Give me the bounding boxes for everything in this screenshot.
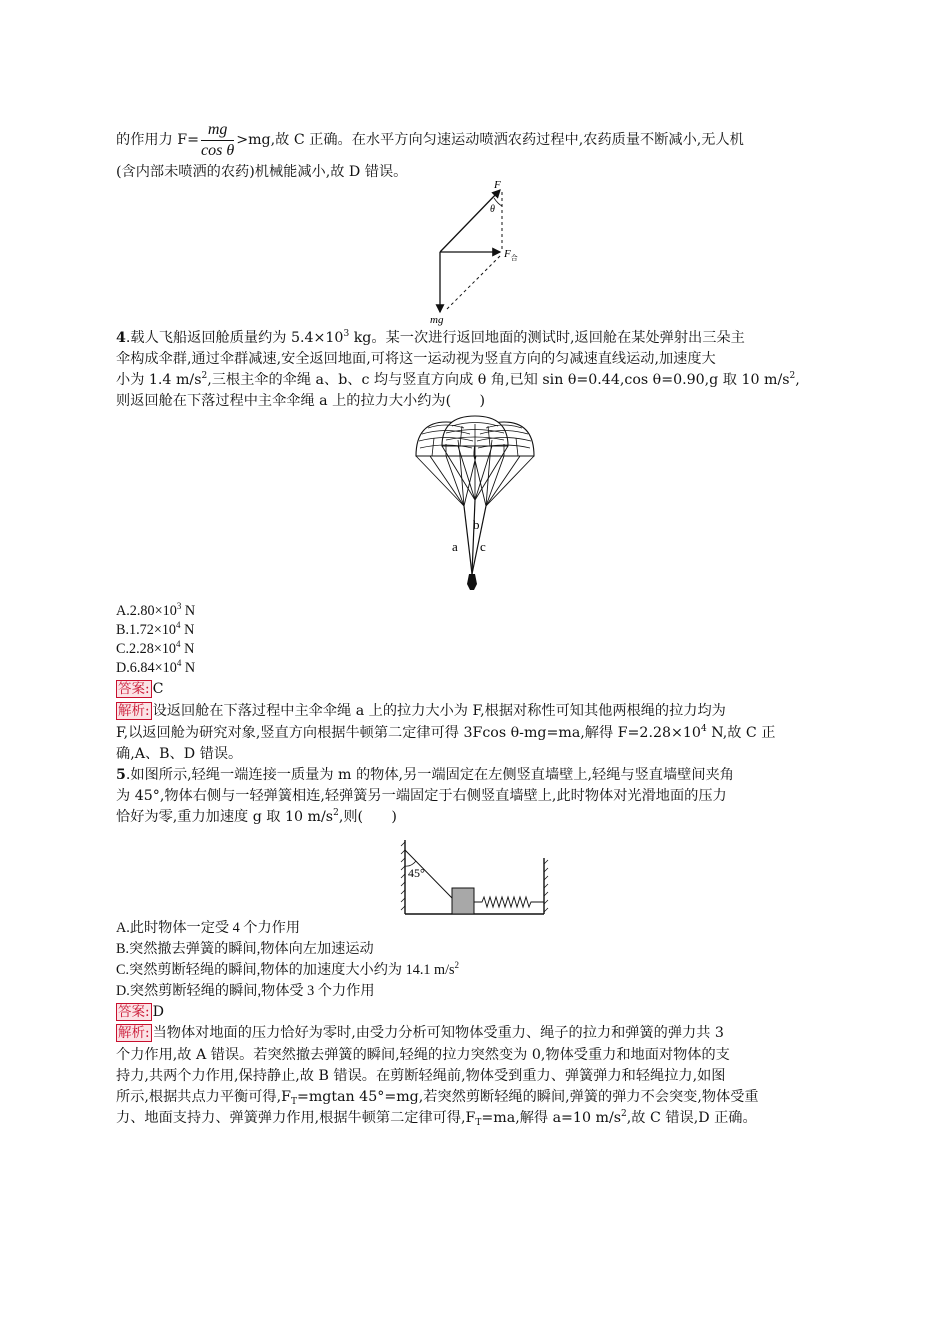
subscript: T	[290, 1097, 297, 1107]
text-fragment: 设返回舱在下落过程中主伞伞绳 a 上的拉力大小为 F,根据对称性可知其他两根绳的拉力均为	[152, 703, 726, 719]
block	[452, 888, 474, 914]
q4-line	[116, 328, 745, 348]
text-fragment: 确,A、B、D 错误。	[116, 746, 243, 762]
q5-analysis	[116, 1087, 759, 1107]
parachute-diagram	[412, 414, 538, 594]
text-fragment: F,以返回舱为研究对象,竖直方向根据牛顿第二定律可得 3Fcos θ-mg=ma,解得 F=2.28×10	[116, 725, 701, 741]
label-c: c	[480, 539, 486, 554]
q4-analysis	[116, 723, 775, 743]
text-fragment: =mgtan 45°=mg,若突然剪断轻绳的瞬间,弹簧的弹力不会突变,物体受重	[296, 1089, 759, 1105]
text-fragment: 则返回舱在下落过程中主伞伞绳 a 上的拉力大小约为( )	[116, 393, 486, 409]
q5-line	[116, 765, 734, 785]
force-F-arrow	[440, 190, 500, 252]
angle-arc	[494, 198, 502, 206]
q4-analysis	[116, 744, 242, 764]
return-capsule	[467, 574, 477, 590]
text-fragment: 个力作用,故 A 错误。若突然撤去弹簧的瞬间,轻绳的拉力突然变为 0,物体受重力和地面对物体的支	[116, 1047, 730, 1063]
subscript: T	[475, 1118, 482, 1128]
q4-line	[116, 349, 716, 369]
q5-line	[116, 786, 727, 806]
question-number: 5	[116, 767, 126, 783]
angle-label: 45°	[408, 866, 425, 880]
text-fragment: 为 45°,物体右侧与一轻弹簧相连,轻弹簧另一端固定于右侧竖直墙壁上,此时物体对光滑地面的压力	[116, 788, 727, 804]
question-number: 4	[116, 330, 126, 346]
superscript: 2	[789, 371, 796, 381]
text-fragment: 小为 1.4 m/s	[116, 372, 202, 388]
option-b[interactable]: B.突然撤去弹簧的瞬间,物体向左加速运动	[116, 941, 374, 957]
text-fragment: ,则( )	[338, 809, 397, 825]
q4-line	[116, 391, 485, 411]
text-fragment: 恰好为零,重力加速度 g 取 10 m/s	[116, 809, 334, 825]
q5-analysis	[116, 1045, 730, 1065]
option-c[interactable]: C.突然剪断轻绳的瞬间,物体的加速度大小约为 14.1 $m/s^2$	[116, 960, 460, 978]
q5-analysis	[116, 1023, 724, 1043]
option-d[interactable]: $D.6.84\times 10^4$ N	[116, 658, 196, 676]
superscript: 2	[621, 1109, 627, 1119]
label-F: F	[494, 179, 501, 191]
q5-answer	[116, 1002, 164, 1022]
answer-value: D	[152, 1004, 164, 1020]
label-a: a	[452, 539, 458, 554]
option-c[interactable]: $C.2.28\times 10^4$ N	[116, 639, 195, 657]
q5-analysis	[116, 1066, 726, 1086]
superscript: 4	[700, 724, 707, 734]
text-fragment: .载人飞船返回舱质量约为 5.4×10	[125, 330, 344, 346]
option-a[interactable]: $A.2.80\times 10^3$ N	[116, 601, 196, 619]
q5-line	[116, 807, 397, 827]
answer-tag: 答案:	[118, 1004, 150, 1020]
fraction-numerator: mg	[201, 120, 234, 141]
text-fragment: >mg,故 C 正确。在水平方向匀速运动喷洒农药过程中,农药质量不断减小,无人机	[236, 132, 744, 148]
label-b: b	[473, 517, 480, 532]
text-fragment: ,	[795, 372, 800, 388]
rope-a	[464, 506, 472, 574]
q4-answer	[116, 679, 163, 699]
fraction	[201, 120, 234, 161]
text-fragment: kg。某一次进行返回地面的测试时,返回舱在某处弹射出三朵主	[349, 330, 745, 346]
answer-value: C	[152, 681, 164, 697]
label-mg: mg	[430, 314, 444, 326]
dashed-line	[446, 256, 500, 310]
text-line	[116, 162, 407, 182]
label-F-resultant: $F_合$	[504, 248, 518, 262]
text-fragment: =ma,解得 a=10 m/s	[481, 1110, 622, 1126]
text-fragment: ,三根主伞的伞绳 a、b、c 均与竖直方向成 θ 角,已知 sin θ=0.44,cos θ=0.90,g 取 10 m/s	[207, 372, 790, 388]
label-theta: θ	[490, 204, 495, 215]
spring	[474, 897, 544, 907]
text-fragment: ,故 C 错误,D 正确。	[626, 1110, 757, 1126]
spring-block-diagram	[398, 836, 550, 920]
q5-analysis	[116, 1108, 757, 1128]
text-fragment: 所示,根据共点力平衡可得,F	[116, 1089, 291, 1105]
analysis-tag: 解析:	[118, 703, 150, 719]
text-fragment: (含内部未喷洒的农药)机械能减小,故 D 错误。	[116, 164, 408, 180]
answer-tag: 答案:	[118, 681, 150, 697]
fraction-denominator: cos θ	[201, 141, 235, 159]
superscript: 2	[201, 371, 208, 381]
analysis-tag: 解析:	[118, 1025, 150, 1041]
text-fragment: 持力,共两个力作用,保持静止,故 B 错误。在剪断轻绳前,物体受到重力、弹簧弹力和轻绳拉力,如图	[116, 1068, 726, 1084]
option-b[interactable]: $B.1.72\times 10^4$ N	[116, 620, 195, 638]
force-diagram	[420, 176, 540, 326]
text-fragment: .如图所示,轻绳一端连接一质量为 m 的物体,另一端固定在左侧竖直墙壁上,轻绳与竖直墙壁间夹角	[125, 767, 734, 783]
q4-line	[116, 370, 800, 390]
text-fragment: 的作用力 F=	[116, 132, 199, 148]
option-a[interactable]: A.此时物体一定受 4 个力作用	[116, 920, 301, 936]
superscript: 2	[333, 808, 339, 818]
superscript: 3	[343, 329, 350, 339]
text-fragment: 当物体对地面的压力恰好为零时,由受力分析可知物体受重力、绳子的拉力和弹簧的弹力共 3	[152, 1025, 724, 1041]
text-fragment: N,故 C 正	[706, 725, 776, 741]
text-fragment: 力、地面支持力、弹簧弹力作用,根据牛顿第二定律可得,F	[116, 1110, 476, 1126]
text-fragment: 伞构成伞群,通过伞群减速,安全返回地面,可将这一运动视为竖直方向的匀减速直线运动,加速度大	[116, 351, 716, 367]
text-line	[116, 118, 744, 162]
option-d[interactable]: D.突然剪断轻绳的瞬间,物体受 3 个力作用	[116, 983, 375, 999]
q4-analysis	[116, 701, 726, 721]
